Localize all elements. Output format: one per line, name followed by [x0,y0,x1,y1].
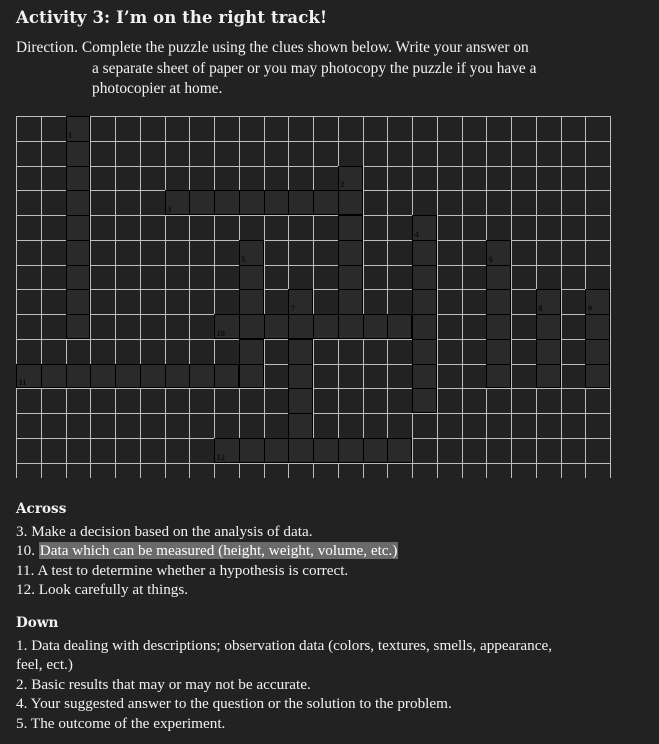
word-cell[interactable] [289,414,312,439]
down-clue-text: Your suggested answer to the question or the solution to the problem. [30,695,452,713]
word-cell[interactable] [413,290,436,315]
word-cell[interactable] [240,315,265,338]
clue-number-3: 3 [167,204,172,214]
across-clue-item [16,541,636,561]
direction-label: Direction. [16,39,78,56]
word-cell[interactable] [314,315,339,338]
word-cell[interactable] [339,266,362,291]
down-block [16,614,636,734]
word-cell[interactable] [67,191,90,216]
word-cell[interactable] [215,191,240,214]
across-block [16,500,636,600]
word-cell[interactable] [240,340,263,365]
word-cell[interactable] [265,315,290,338]
word-cell[interactable] [413,315,436,340]
word-cell[interactable] [91,365,116,388]
word-slot-down-1[interactable] [66,116,91,339]
word-cell[interactable] [42,365,67,388]
clue-number-10: 10 [216,327,225,338]
word-cell[interactable] [487,340,510,365]
word-cell[interactable] [67,167,90,192]
word-cell[interactable] [339,315,364,338]
across-clue-item [16,580,636,600]
word-cell[interactable] [537,315,560,340]
clue-number-4: 4 [414,228,419,239]
word-cell[interactable] [289,389,312,414]
clue-number-11: 11 [18,377,27,388]
word-cell[interactable] [413,266,436,291]
word-cell[interactable] [67,216,90,241]
word-cell[interactable] [289,365,312,390]
word-cell[interactable] [190,191,215,214]
word-cell[interactable] [67,142,90,167]
word-cell[interactable] [190,365,215,388]
across-clue-text: Look carefully at things. [38,581,189,599]
direction-text-1: Complete the puzzle using the clues shown below. Write your answer on [81,39,529,56]
down-clue-number: 5. [16,714,31,732]
word-cell[interactable] [67,266,90,291]
word-slot-down-4[interactable] [412,215,437,413]
word-cell[interactable] [67,241,90,266]
word-cell[interactable] [314,439,339,462]
across-clue-text: A test to determine whether a hypothesis is correct. [37,561,349,579]
down-clue-item [16,675,636,695]
word-cell[interactable] [364,315,389,338]
word-cell[interactable] [265,439,290,462]
clue-number-2: 2 [340,179,345,190]
clue-number-7: 7 [290,303,295,313]
across-clue-text: Make a decision based on the analysis of data. [31,522,313,540]
word-cell[interactable] [67,290,90,315]
across-clue-text: Data which can be measured (height, weight, volume, etc.) [39,542,398,560]
word-cell[interactable] [413,241,436,266]
clue-number-6: 6 [488,253,493,264]
word-cell[interactable] [289,439,314,462]
across-clue-number: 10. [16,542,39,560]
across-clue-number: 12. [16,581,39,599]
direction-line-1 [16,38,616,59]
direction-line-2: a separate sheet of paper or you may photocopy the puzzle if you have a [92,59,537,77]
word-slot-across-11[interactable] [16,364,239,389]
word-cell[interactable] [586,315,609,340]
down-clue-number: 2. [16,675,32,693]
down-clue-item [16,694,576,714]
word-cell[interactable] [289,191,314,214]
word-cell[interactable] [240,266,263,291]
across-clue-number: 11. [16,561,38,579]
word-cell[interactable] [586,340,609,365]
direction-line-3: photocopier at home. [92,80,223,98]
word-cell[interactable] [116,365,141,388]
word-cell[interactable] [413,340,436,365]
clue-number-12: 12 [216,451,225,462]
clue-number-5: 5 [241,253,246,264]
word-cell[interactable] [339,216,362,241]
down-clue-text: The outcome of the experiment. [30,714,226,732]
word-cell[interactable] [240,290,263,315]
down-clue-text: Basic results that may or may not be accurate. [31,675,311,693]
down-clue-item [16,714,636,734]
down-clue-item [16,636,576,675]
word-cell[interactable] [487,290,510,315]
word-cell[interactable] [364,439,389,462]
down-clue-text: Data dealing with descriptions; observation data (colors, textures, smells, appearance, feel, ect.) [16,636,553,674]
word-slot-across-3[interactable] [165,190,363,215]
down-heading: Down [16,614,59,631]
word-cell[interactable] [537,340,560,365]
word-cell[interactable] [240,439,265,462]
word-cell[interactable] [487,266,510,291]
crossword-puzzle-grid[interactable] [16,116,610,478]
across-heading: Across [16,501,67,517]
across-clue-list [16,522,636,600]
page-title: Activity 3: I’m on the right track! [16,8,328,27]
word-slot-across-10[interactable] [214,314,412,339]
word-cell[interactable] [289,340,312,365]
word-cell[interactable] [339,439,364,462]
clue-number-1: 1 [68,129,73,140]
clue-number-8: 8 [538,303,543,313]
word-cell[interactable] [289,315,314,338]
word-cell[interactable] [487,315,510,340]
direction-block [16,38,616,100]
down-clue-number: 1. [16,636,32,654]
down-clue-list [16,636,636,734]
word-cell[interactable] [265,191,290,214]
across-clue-item [16,561,636,581]
word-cell[interactable] [141,365,166,388]
clue-number-9: 9 [587,303,592,313]
footer-clipped-text [300,735,630,744]
across-clue-number: 3. [16,522,32,540]
word-cell[interactable] [413,365,436,390]
down-clue-number: 4. [16,695,31,713]
word-cell[interactable] [240,191,265,214]
across-clue-item [16,522,636,542]
word-cell[interactable] [314,191,339,214]
grid-lines [16,116,610,478]
word-cell[interactable] [67,365,92,388]
word-slot-across-12[interactable] [214,438,412,463]
word-cell[interactable] [339,290,362,315]
word-cell[interactable] [339,241,362,266]
word-cell[interactable] [166,365,191,388]
clues-section [16,500,636,734]
